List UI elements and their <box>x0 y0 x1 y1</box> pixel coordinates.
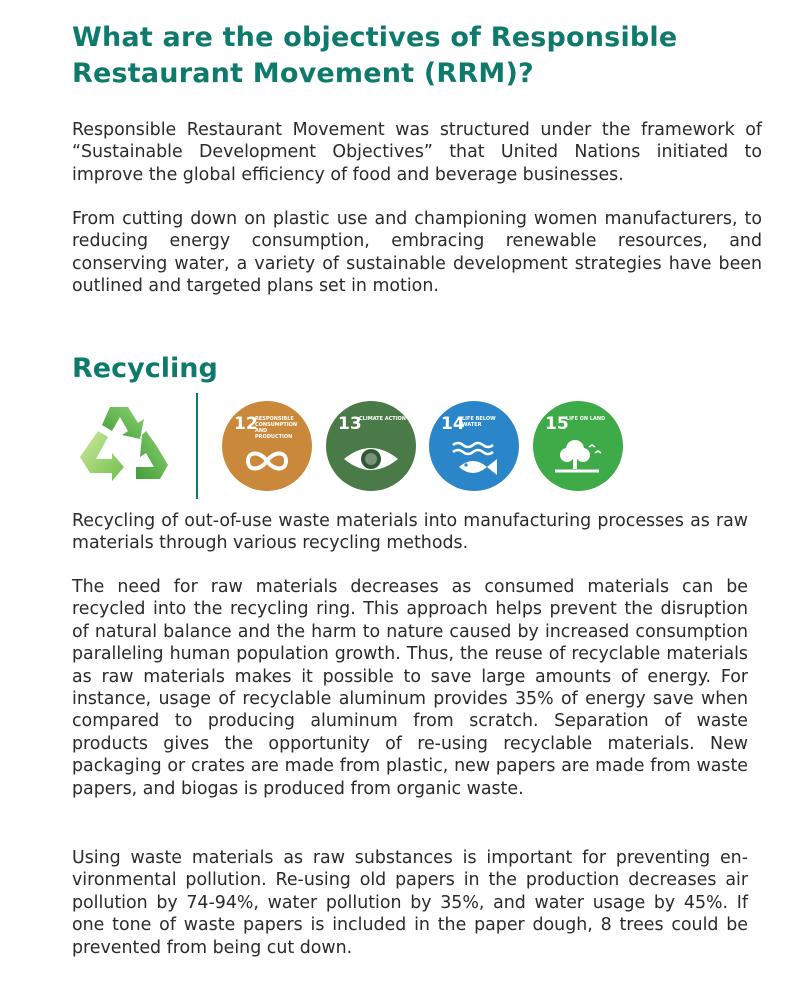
page-title: What are the objectives of Responsible Restaurant Movement (RRM)? <box>72 22 678 89</box>
recycle-icon <box>76 401 172 487</box>
sdg-12-number: 12 <box>234 414 258 434</box>
sdg-icon-row <box>72 393 632 499</box>
sdg-15-badge <box>533 401 623 491</box>
sdg-15-number: 15 <box>545 414 569 434</box>
infinity-icon <box>222 401 312 491</box>
sdg-14-label: LIFE BELOW WATER <box>462 416 496 428</box>
sdg-12-badge <box>222 401 312 491</box>
recycling-paragraph-1: Recycling of out-of-use waste materials into manufacturing processes as raw materials through various recycling methods. <box>72 511 748 554</box>
section-title-recycling: Recycling <box>72 353 218 384</box>
sdg-12-label: RESPONSIBLE CONSUMPTION AND PRODUCTION <box>255 416 298 440</box>
sdg-14-number: 14 <box>441 414 465 434</box>
sdg-15-label: LIFE ON LAND <box>566 416 606 422</box>
sdg-13-number: 13 <box>338 414 362 434</box>
tree-birds-icon <box>533 401 623 491</box>
eye-globe-icon <box>326 401 416 491</box>
recycling-paragraph-3: Using waste materials as raw substances is important for preventing environmental pollution. Re-using old papers in the production decreases air pollution by 74-94%, water pollution by 35%, and water usage by 45%. If one tone of waste papers is included in the paper dough, 8 trees could be prevented from being cut down. <box>72 848 748 958</box>
sdg-13-label: CLIMATE ACTION <box>359 416 406 422</box>
vertical-divider <box>196 393 198 499</box>
sdg-13-badge <box>326 401 416 491</box>
sdg-14-badge <box>429 401 519 491</box>
intro-paragraph-1: Responsible Restaurant Movement was structured under the framework of “Sustainable Development Objectives” that United Nations initiated to improve the global efficiency of food and beverage businesses. <box>72 120 762 185</box>
fish-waves-icon <box>429 401 519 491</box>
intro-paragraph-2: From cutting down on plastic use and championing women manufacturers, to reducing energy consumption, embracing renewable resources, and conserving water, a variety of sustainable development strategies have been outlined and targeted plans set in motion. <box>72 209 762 297</box>
recycling-paragraph-2: The need for raw materials decreases as consumed materials can be recycled into the recycling ring. This approach helps prevent the disruption of natural balance and the harm to nature caused by increased consumption paralleling human population growth. Thus, the reuse of recyclable materials as raw materials makes it possible to save large amounts of energy. For instance, usage of recyclable aluminum provides 35% of energy save when compared to producing aluminum from scratch. Separation of waste products gives the opportunity of re-using recyclable materials. New packaging or crates are made from plastic, new papers are made from waste papers, and biogas is produced from organic waste. <box>72 577 748 799</box>
